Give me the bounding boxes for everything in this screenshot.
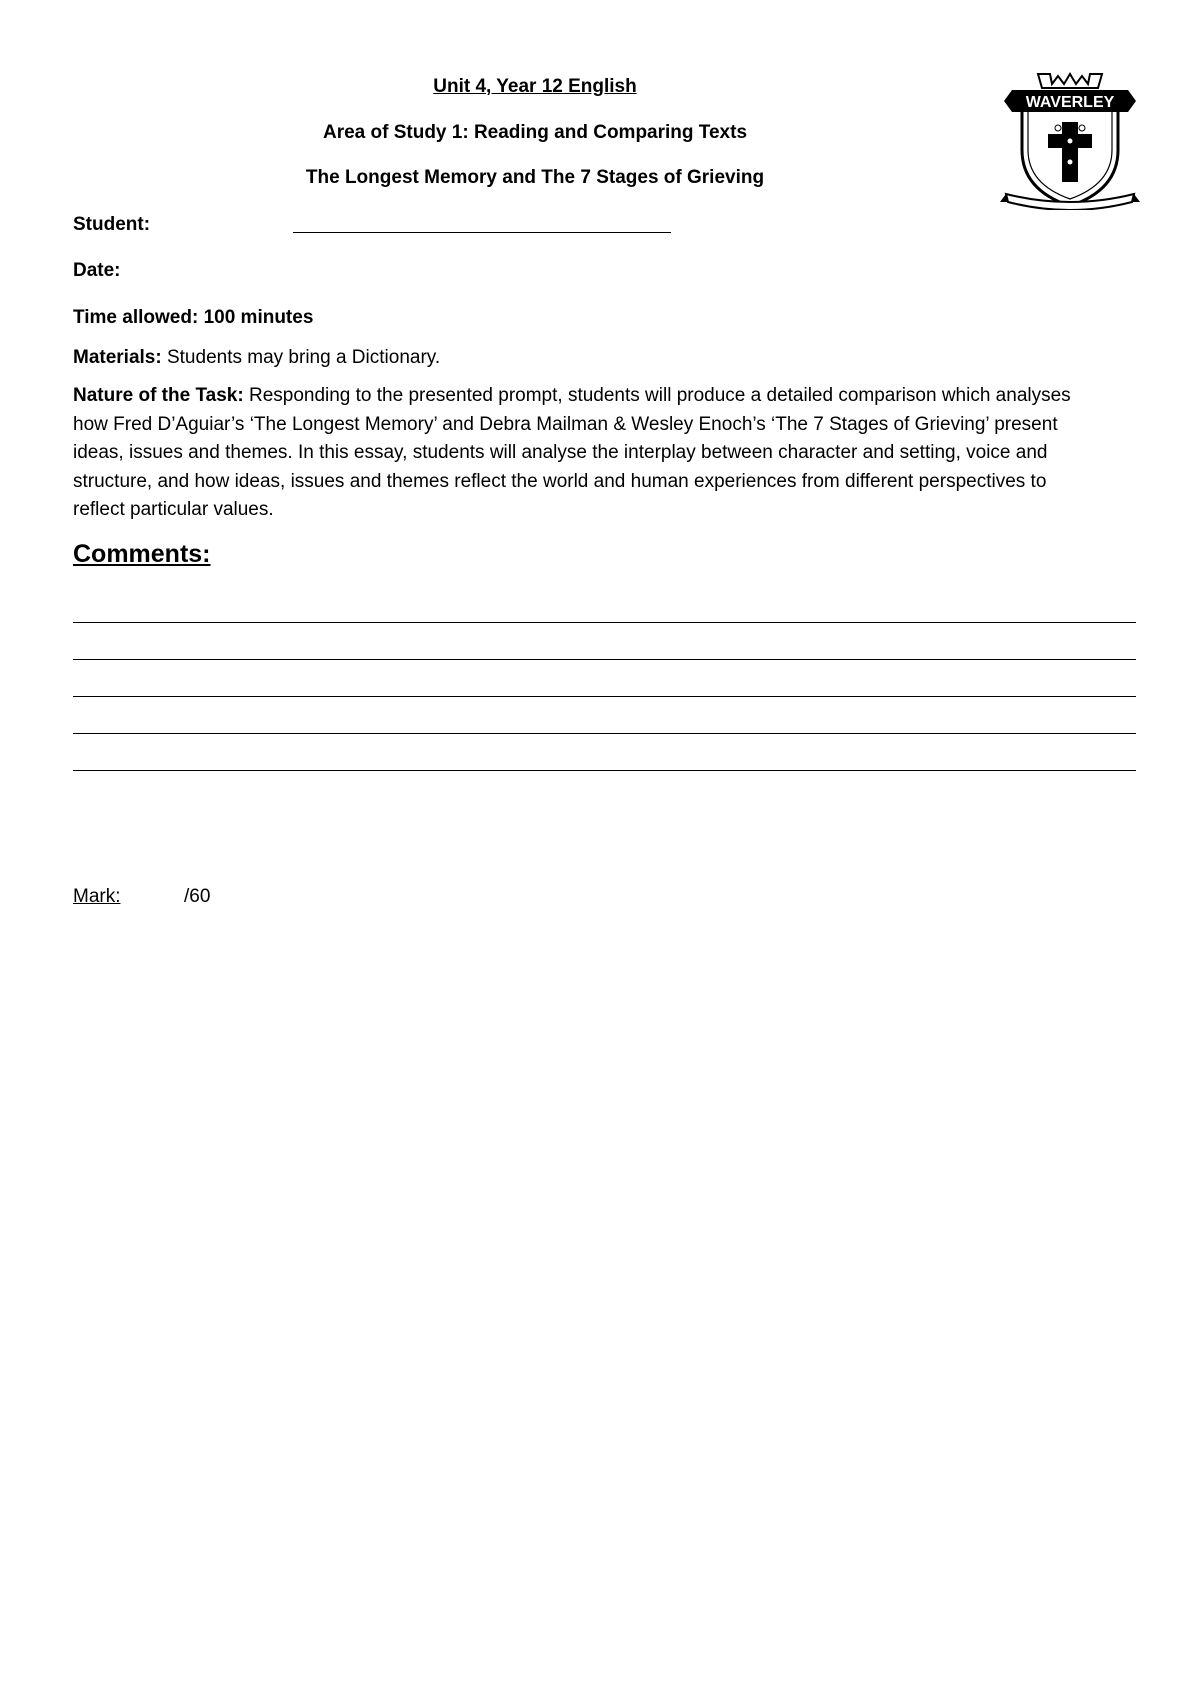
- student-label: Student:: [73, 214, 151, 235]
- materials-line: [73, 347, 440, 369]
- crest-shield-icon: [1000, 70, 1140, 210]
- materials-label: Materials:: [73, 347, 162, 368]
- crest-name: WAVERLEY: [1025, 94, 1115, 111]
- texts-title: The Longest Memory and The 7 Stages of Grieving: [305, 167, 765, 188]
- date-label: Date:: [73, 260, 121, 281]
- student-name-line[interactable]: [293, 232, 671, 233]
- materials-text: Students may bring a Dictionary.: [161, 347, 441, 368]
- comments-title: Comments:: [73, 540, 211, 568]
- nature-text: Responding to the presented prompt, students will produce a detailed comparison which analyses how Fred D’Aguiar’s ‘The Longest Memory’ and Debra Mailman & Wesley Enoch’s ‘The 7 Stages of Grieving’ present ideas, issues and themes. In this essay, students will analyse the interplay between character and setting, voice and structure, and how ideas, issues and themes reflect the world and human experiences from different perspectives to reflect particular values.: [73, 385, 1071, 520]
- area-of-study-title: Area of Study 1: Reading and Comparing Texts: [322, 122, 748, 143]
- nature-of-task: [73, 382, 1083, 525]
- comment-line[interactable]: [73, 659, 1136, 660]
- time-allowed: Time allowed: 100 minutes: [73, 307, 314, 328]
- mark-value: /60: [184, 886, 211, 907]
- comment-line[interactable]: [73, 733, 1136, 734]
- school-crest: [1000, 70, 1140, 210]
- unit-title: Unit 4, Year 12 English: [433, 76, 637, 97]
- comment-line[interactable]: [73, 622, 1136, 623]
- comment-line[interactable]: [73, 696, 1136, 697]
- mark-label: Mark:: [73, 886, 121, 907]
- comment-line[interactable]: [73, 770, 1136, 771]
- nature-label: Nature of the Task:: [73, 385, 244, 406]
